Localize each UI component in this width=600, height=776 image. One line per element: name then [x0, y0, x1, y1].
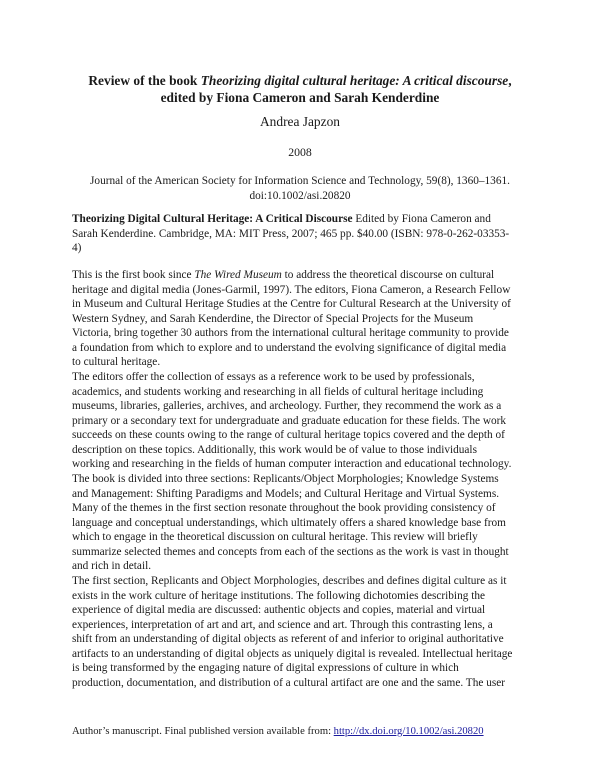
paragraph-4: The first section, Replicants and Object Morphologies, describes and defines digital culture as it exists in the work culture of heritage institutions. The following dichotomies describing the experience of digital media are discussed: authentic objects and copies, material and virtual experiences, interpretation of art and art, and science and art. Through this contrasting lens, a shift from an understanding of digital objects as referent of and inferior to original authoritative artifacts to an understanding of digital objects as uniquely digital is revealed. Intellectual heritage is being transformed by the engaging nature of digital expressions of culture in which production, documentation, and distribution of a cultural artifact are one and the same. The user [72, 575, 513, 689]
paragraph-1: This is the first book since The Wired Museum to address the theoretical discourse on cultural heritage and digital media (Jones-Garmil, 1997). The editors, Fiona Cameron, a Research Fellow in Museum and Cultural Heritage Studies at the Centre for Cultural Research at the University of Western Sydney, and Sarah Kenderdine, the Director of Special Projects for the Museum Victoria, bring together 30 authors from the international cultural heritage community to provide a foundation from which to explore and to understand the evolving significance of digital media to cultural heritage. [72, 269, 511, 369]
paragraph-2: The editors offer the collection of essays as a reference work to be used by professionals, academics, and students working and researching in all fields of cultural heritage including museums, libraries, galleries, archives, and archeology. Further, they recommend the work as a primary or a secondary text for undergraduate and graduate education for these fields. The work succeeds on these counts owing to the range of cultural heritage topics covered and the depth of description on these topics. Additionally, this work would be of value to those individuals working and researching in the fields of human computer interaction and educational technology. [72, 371, 512, 471]
paragraph-3: The book is divided into three sections: Replicants/Object Morphologies; Knowledge Systems and Management: Shifting Paradigms and Models; and Cultural Heritage and Virtual Systems. Many of the themes in the first section resonate throughout the book providing consistency of language and conceptual understandings, which ultimately offers a shared knowledge base from which to engage in the theoretical discussion on cultural heritage. This review will briefly summarize selected themes and concepts from each of the sections as the work is vast in thought and rich in detail. [72, 473, 509, 573]
doi-link[interactable]: http://dx.doi.org/10.1002/asi.20820 [333, 726, 484, 737]
manuscript-footer [72, 726, 528, 737]
book-title-bold: Theorizing Digital Cultural Heritage: A Critical Discourse [72, 213, 353, 225]
footer-text: Author’s manuscript. Final published version available from: [72, 726, 334, 737]
title-line-1: Review of the book Theorizing digital cultural heritage: A critical discourse, [88, 73, 512, 88]
title-line-2: edited by Fiona Cameron and Sarah Kenderdine [160, 90, 440, 105]
author-name: Andrea Japzon [260, 114, 340, 129]
publication-year: 2008 [288, 145, 312, 159]
book-citation: Theorizing Digital Cultural Heritage: A Critical Discourse Edited by Fiona Cameron and Sarah Kenderdine. Cambridge, MA: MIT Press, 2007; 465 pp. $40.00 (ISBN: 978-0-262-03353- 4) [72, 213, 510, 255]
review-title [72, 72, 528, 106]
journal-citation: Journal of the American Society for Information Science and Technology, 59(8), 1360–1361. doi:10.1002/asi.20820 [90, 175, 510, 202]
book-title: Theorizing digital cultural heritage: A critical discourse [200, 73, 509, 88]
